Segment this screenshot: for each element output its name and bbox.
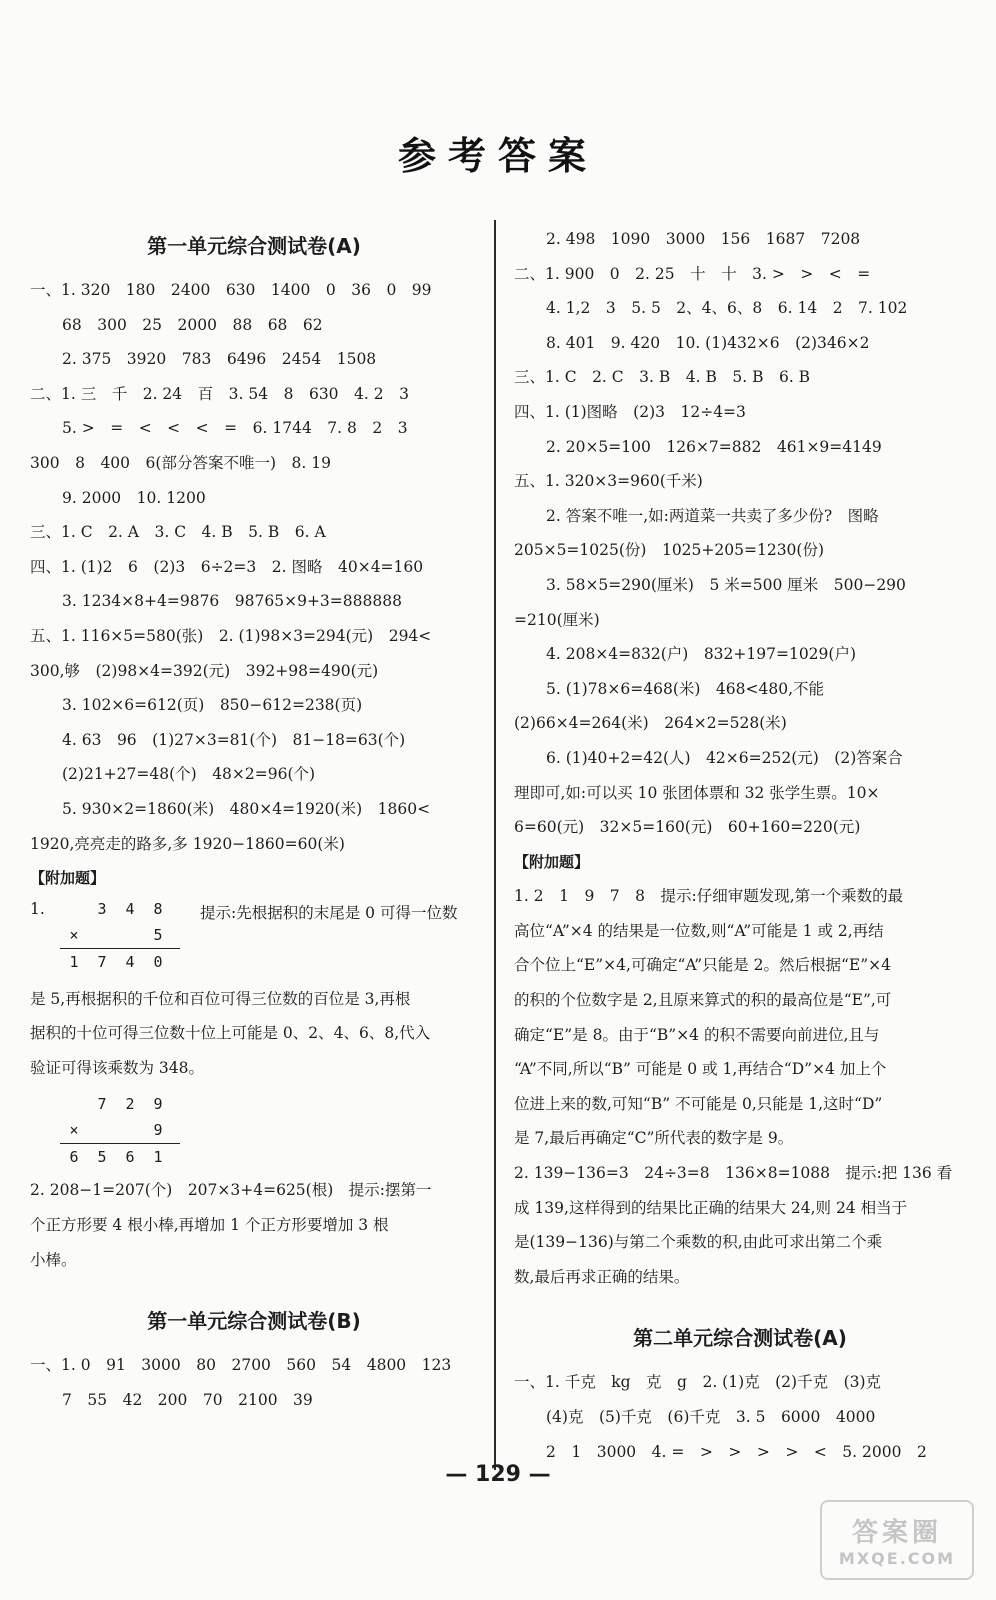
answer-line: 是 5,再根据积的千位和百位可得三位数的百位是 3,再根: [30, 989, 411, 1008]
multiplier-row: [60, 1117, 180, 1143]
digit: [116, 922, 144, 948]
explanation-block-1: [30, 982, 478, 1086]
answer-line: 三、1. C 2. C 3. B 4. B 5. B 6. B: [514, 368, 811, 387]
digit: 6: [69, 1148, 79, 1167]
answer-block-unit1-a: [30, 273, 478, 861]
digit: 8: [153, 899, 163, 918]
digit: [60, 1091, 88, 1117]
hint-text: 提示:先根据积的末尾是 0 可得一位数: [200, 903, 458, 922]
answer-line: 4. 1,2 3 5. 5 2、4、6、8 6. 14 2 7. 102: [546, 299, 908, 318]
digit: 7: [97, 952, 107, 971]
multiplication-grid: [60, 1091, 180, 1170]
answer-block-unit1-b: [30, 1348, 478, 1417]
vertical-multiplication-1: [30, 896, 478, 982]
digit: 4: [125, 952, 135, 971]
answer-line: 68 300 25 2000 88 68 62: [62, 315, 323, 334]
answer-line: 一、1. 千克 kg 克 g 2. (1)克 (2)千克 (3)克: [514, 1373, 882, 1392]
section-title-unit1-a: 第一单元综合测试卷(A): [147, 234, 361, 258]
answer-line: 数,最后再求正确的结果。: [514, 1267, 690, 1286]
answer-line: 4. 208×4=832(户) 832+197=1029(户): [546, 645, 857, 664]
answer-line: 3. 58×5=290(厘米) 5 米=500 厘米 500−290: [546, 575, 906, 594]
times-sign: ×: [69, 1121, 79, 1140]
product-row: [60, 1143, 180, 1170]
digit: 1: [69, 952, 79, 971]
answer-line: =210(厘米): [514, 610, 600, 629]
digit: 2: [125, 1095, 135, 1114]
multiplication-grid: [60, 896, 180, 975]
answer-line: 五、1. 320×3=960(千米): [514, 472, 703, 491]
answer-line: 高位“A”×4 的结果是一位数,则“A”可能是 1 或 2,再结: [514, 921, 884, 940]
answer-line: 四、1. (1)图略 (2)3 12÷4=3: [514, 402, 746, 421]
multiplicand-row: [60, 896, 180, 922]
digit: 5: [97, 1148, 107, 1167]
answer-line: 是(139−136)与第二个乘数的积,由此可求出第二个乘: [514, 1233, 883, 1252]
vertical-multiplication-2: [30, 1091, 478, 1173]
bonus-label: 【附加题】: [30, 869, 106, 888]
answer-line: 一、1. 320 180 2400 630 1400 0 36 0 99: [30, 281, 432, 299]
answer-line: 1920,亮亮走的路多,多 1920−1860=60(米): [30, 834, 345, 853]
answer-line: 7 55 42 200 70 2100 39: [62, 1390, 313, 1409]
answer-line: 300 8 400 6(部分答案不唯一) 8. 19: [30, 453, 331, 472]
answer-line: 五、1. 116×5=580(张) 2. (1)98×3=294(元) 294<: [30, 626, 432, 645]
watermark-top-text: 答案圈: [851, 1518, 942, 1548]
column-divider: [494, 220, 496, 1470]
answer-line: 是 7,最后再确定“C”所代表的数字是 9。: [514, 1129, 794, 1148]
section-title-unit2-a: 第二单元综合测试卷(A): [633, 1326, 847, 1351]
answer-line: 205×5=1025(份) 1025+205=1230(份): [514, 541, 825, 560]
answer-line: 2. 375 3920 783 6496 2454 1508: [62, 350, 377, 369]
digit: [88, 1117, 116, 1143]
answer-line: 合个位上“E”×4,可确定“A”只能是 2。然后根据“E”×4: [514, 956, 892, 975]
answer-line: (2)66×4=264(米) 264×2=528(米): [514, 714, 787, 733]
digit: 9: [153, 1095, 163, 1114]
page-number: — 129 —: [445, 1462, 551, 1487]
answer-line: 成 139,这样得到的结果比正确的结果大 24,则 24 相当于: [514, 1198, 908, 1217]
bonus-label: 【附加题】: [514, 852, 590, 871]
answer-line: 1. 2 1 9 7 8 提示:仔细审题发现,第一个乘数的最: [514, 887, 904, 906]
digit: [60, 896, 88, 922]
answer-line: 2. 20×5=100 126×7=882 461×9=4149: [546, 437, 882, 456]
answer-line: 2 1 3000 4. = > > > > < 5. 2000 2: [546, 1442, 927, 1461]
digit: [88, 922, 116, 948]
answer-line: 3. 1234×8+4=9876 98765×9+3=888888: [62, 592, 402, 611]
answer-line: 6=60(元) 32×5=160(元) 60+160=220(元): [514, 818, 861, 837]
digit: [116, 1117, 144, 1143]
answer-line: 四、1. (1)2 6 (2)3 6÷2=3 2. 图略 40×4=160: [30, 557, 424, 576]
answer-line: 个正方形要 4 根小棒,再增加 1 个正方形要增加 3 根: [30, 1216, 389, 1235]
answer-line: 5. (1)78×6=468(米) 468<480,不能: [546, 679, 824, 698]
answer-line: 确定“E”是 8。由于“B”×4 的积不需要向前进位,且与: [514, 1025, 880, 1044]
digit: 9: [153, 1121, 163, 1140]
answer-line: 2. 139−136=3 24÷3=8 136×8=1088 提示:把 136 看: [514, 1164, 953, 1183]
digit: 0: [153, 952, 163, 971]
answer-line: 2. 答案不唯一,如:两道菜一共卖了多少份? 图略: [546, 506, 879, 525]
answer-line: 位进上来的数,可知“B” 不可能是 0,只能是 1,这时“D”: [514, 1094, 883, 1113]
digit: 7: [97, 1095, 107, 1114]
multiplicand-row: [60, 1091, 180, 1117]
answer-line: 二、1. 900 0 2. 25 十 十 3. > > < =: [514, 264, 871, 283]
answer-block-continued: [514, 222, 966, 845]
item-number: 1.: [30, 899, 45, 918]
answer-line: 3. 102×6=612(页) 850−612=238(页): [62, 696, 363, 715]
answer-line: 2. 208−1=207(个) 207×3+4=625(根) 提示:摆第一: [30, 1181, 432, 1200]
answer-line: 6. (1)40+2=42(人) 42×6=252(元) (2)答案合: [546, 748, 903, 767]
answer-line: 8. 401 9. 420 10. (1)432×6 (2)346×2: [546, 333, 870, 352]
answer-line: 据积的十位可得三位数十位上可能是 0、2、4、6、8,代入: [30, 1024, 431, 1043]
explanation-block-2: [30, 1173, 478, 1277]
answer-line: 300,够 (2)98×4=392(元) 392+98=490(元): [30, 661, 379, 680]
answer-line: 的积的个位数字是 2,且原来算式的积的最高位是“E”,可: [514, 991, 892, 1010]
answer-line: 一、1. 0 91 3000 80 2700 560 54 4800 123: [30, 1356, 452, 1375]
digit: 4: [125, 899, 135, 918]
times-sign: ×: [69, 925, 79, 944]
digit: 3: [97, 899, 107, 918]
multiplier-row: [60, 922, 180, 948]
section-title-unit1-b: 第一单元综合测试卷(B): [147, 1309, 361, 1334]
answer-line: “A”不同,所以“B” 可能是 0 或 1,再结合“D”×4 加上个: [514, 1060, 887, 1079]
digit: 1: [153, 1148, 163, 1167]
page-title: 参考答案: [397, 134, 598, 178]
answer-line: (2)21+27=48(个) 48×2=96(个): [62, 765, 316, 784]
digit: 6: [125, 1148, 135, 1167]
answer-line: 小棒。: [30, 1250, 77, 1269]
bonus-answers: [514, 879, 966, 1294]
answer-line: 5. > = < < < = 6. 1744 7. 8 2 3: [62, 419, 408, 438]
answer-line: 二、1. 三 千 2. 24 百 3. 54 8 630 4. 2 3: [30, 384, 409, 403]
answer-line: 9. 2000 10. 1200: [62, 488, 206, 507]
right-column: [514, 222, 966, 1469]
answer-line: 5. 930×2=1860(米) 480×4=1920(米) 1860<: [62, 799, 431, 818]
product-row: [60, 948, 180, 975]
left-column: [30, 222, 478, 1417]
watermark-logo: [820, 1500, 974, 1580]
answer-line: 理即可,如:可以买 10 张团体票和 32 张学生票。10×: [514, 783, 880, 802]
answer-line: 2. 498 1090 3000 156 1687 7208: [546, 230, 861, 248]
answer-line: 三、1. C 2. A 3. C 4. B 5. B 6. A: [30, 523, 326, 542]
answer-block-unit2-a: [514, 1365, 966, 1469]
answer-line: 4. 63 96 (1)27×3=81(个) 81−18=63(个): [62, 730, 406, 749]
answer-line: 验证可得该乘数为 348。: [30, 1058, 205, 1077]
watermark-bottom-text: MXQE.COM: [838, 1549, 956, 1568]
answer-line: (4)克 (5)千克 (6)千克 3. 5 6000 4000: [546, 1408, 876, 1426]
digit: 5: [153, 925, 163, 944]
